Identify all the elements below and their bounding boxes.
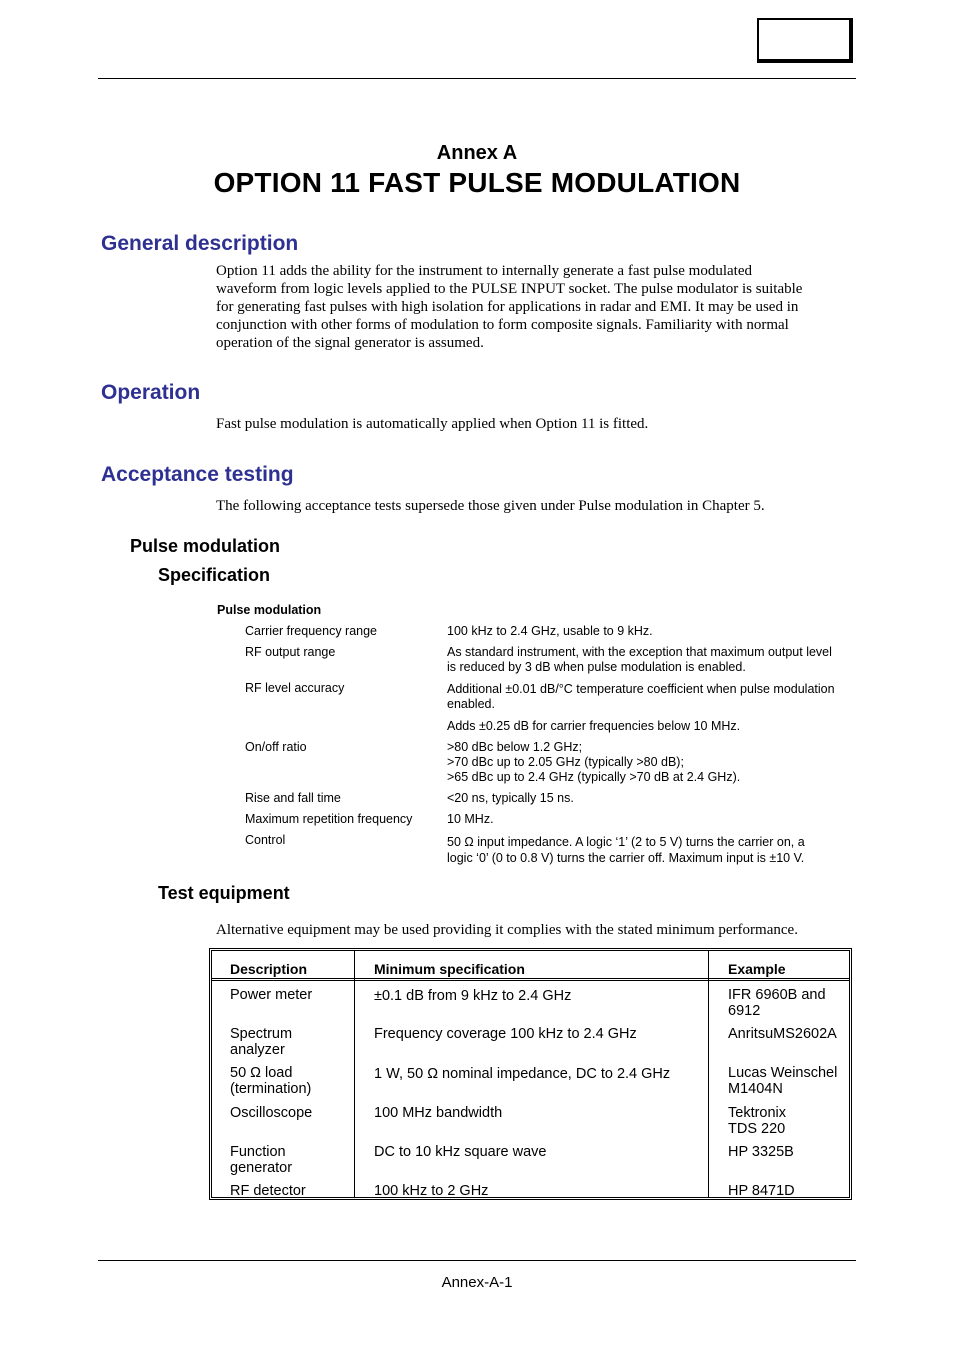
table-cell-description — [230, 1026, 292, 1058]
table-cell-spec: DC to 10 kHz square wave — [374, 1144, 547, 1160]
table-cell-example — [728, 1105, 786, 1137]
table-cell-example — [728, 987, 826, 1019]
cell-line: Power meter — [230, 987, 313, 1003]
spec-label: Maximum repetition frequency — [245, 812, 413, 826]
header-corner-box — [757, 18, 853, 63]
cell-line: RF detector — [230, 1183, 306, 1199]
text-line: waveform from logic levels applied to the PULSE INPUT socket. The pulse modulator is suitable — [216, 281, 803, 297]
cell-line: 6912 — [728, 1003, 761, 1019]
spec-value — [447, 719, 855, 734]
cell-line: AnritsuMS2602A — [728, 1026, 837, 1042]
spec-value-line: Additional ±0.01 dB/°C temperature coefficient when pulse modulation — [447, 682, 835, 696]
table-cell-example — [728, 1144, 794, 1160]
table-cell-description — [230, 1183, 306, 1199]
spec-label: Rise and fall time — [245, 791, 341, 805]
footer-rule — [98, 1260, 856, 1261]
spec-value-line: 100 kHz to 2.4 GHz, usable to 9 kHz. — [447, 624, 653, 638]
spec-value — [447, 624, 855, 639]
page-number: Annex-A-1 — [441, 1274, 513, 1291]
spec-value — [447, 682, 855, 712]
pulse-modulation-heading: Pulse modulation — [130, 536, 281, 556]
table-cell-spec: 100 MHz bandwidth — [374, 1105, 503, 1121]
spec-value — [447, 740, 855, 785]
cell-line: IFR 6960B and — [728, 987, 826, 1003]
spec-value — [447, 791, 855, 806]
spec-label: RF level accuracy — [245, 681, 345, 695]
column-divider — [708, 951, 709, 1197]
cell-line: Function — [230, 1144, 286, 1160]
test-equipment-heading: Test equipment — [158, 883, 290, 903]
spec-value — [447, 834, 855, 866]
spec-value-line: <20 ns, typically 15 ns. — [447, 791, 574, 805]
table-cell-spec: 100 kHz to 2 GHz — [374, 1183, 489, 1199]
cell-line: HP 3325B — [728, 1144, 794, 1160]
table-cell-example — [728, 1065, 837, 1097]
cell-line: Tektronix — [728, 1105, 787, 1121]
spec-value-line: 50 Ω input impedance. A logic ‘1’ (2 to 5 V) turns the carrier on, a — [447, 835, 805, 849]
acceptance-testing-text: The following acceptance tests supersede those given under Pulse modulation in Chapter 5. — [216, 498, 765, 514]
cell-line: Oscilloscope — [230, 1105, 313, 1121]
operation-text: Fast pulse modulation is automatically applied when Option 11 is fitted. — [216, 416, 649, 432]
spec-value-line: enabled. — [447, 697, 495, 711]
spec-label: RF output range — [245, 645, 336, 659]
annex-label: Annex A — [436, 142, 518, 164]
spec-block-title: Pulse modulation — [217, 603, 322, 617]
spec-value-line: 10 MHz. — [447, 812, 494, 826]
text-line: Option 11 adds the ability for the instrument to internally generate a fast pulse modulated — [216, 263, 752, 279]
operation-heading: Operation — [101, 381, 201, 404]
spec-value-line: is reduced by 3 dB when pulse modulation is enabled. — [447, 660, 746, 674]
spec-value-line: >80 dBc below 1.2 GHz; — [447, 740, 583, 754]
table-cell-example — [728, 1183, 795, 1199]
column-header-description: Description — [230, 961, 308, 977]
spec-value-line: Adds ±0.25 dB for carrier frequencies below 10 MHz. — [447, 719, 741, 733]
general-description-text — [216, 262, 856, 352]
spec-value-line: logic ‘0’ (0 to 0.8 V) turns the carrier off. Maximum input is ±10 V. — [447, 851, 805, 865]
table-cell-example — [728, 1026, 837, 1042]
header-rule — [98, 78, 856, 79]
table-cell-spec: 1 W, 50 Ω nominal impedance, DC to 2.4 GHz — [374, 1066, 671, 1082]
text-line: operation of the signal generator is assumed. — [216, 335, 484, 351]
general-description-heading: General description — [101, 232, 299, 255]
acceptance-testing-heading: Acceptance testing — [101, 463, 294, 486]
page-title: OPTION 11 FAST PULSE MODULATION — [213, 167, 741, 198]
table-cell-description — [230, 1105, 312, 1121]
spec-value-line: As standard instrument, with the exception that maximum output level — [447, 645, 832, 659]
table-cell-spec: ±0.1 dB from 9 kHz to 2.4 GHz — [374, 988, 572, 1004]
test-equipment-intro: Alternative equipment may be used providing it complies with the stated minimum performance. — [216, 922, 798, 938]
cell-line: TDS 220 — [728, 1121, 786, 1137]
specification-heading: Specification — [158, 565, 271, 585]
spec-value — [447, 645, 855, 675]
cell-line: M1404N — [728, 1081, 783, 1097]
table-cell-description — [230, 1065, 311, 1097]
cell-line: Lucas Weinschel — [728, 1065, 838, 1081]
column-divider — [354, 951, 355, 1197]
spec-label: Carrier frequency range — [245, 624, 378, 638]
spec-label: On/off ratio — [245, 740, 307, 754]
cell-line: generator — [230, 1160, 293, 1176]
table-cell-description — [230, 987, 312, 1003]
table-header-rule — [212, 978, 849, 981]
text-line: for generating fast pulses with high isolation for applications in radar and EMI. It may be used in — [216, 299, 799, 315]
spec-value — [447, 812, 855, 827]
cell-line: analyzer — [230, 1042, 285, 1058]
cell-line: (termination) — [230, 1081, 312, 1097]
table-cell-description — [230, 1144, 292, 1176]
test-equipment-table — [209, 948, 852, 1200]
cell-line: 50 Ω load — [230, 1065, 293, 1081]
cell-line: HP 8471D — [728, 1183, 795, 1199]
spec-value-line: >70 dBc up to 2.05 GHz (typically >80 dB); — [447, 755, 684, 769]
spec-label: Control — [245, 833, 286, 847]
text-line: conjunction with other forms of modulation to form composite signals. Familiarity with normal — [216, 317, 789, 333]
spec-value-line: >65 dBc up to 2.4 GHz (typically >70 dB at 2.4 GHz). — [447, 770, 741, 784]
column-header-example: Example — [728, 961, 786, 977]
cell-line: Spectrum — [230, 1026, 293, 1042]
column-header-spec: Minimum specification — [374, 961, 525, 977]
table-cell-spec: Frequency coverage 100 kHz to 2.4 GHz — [374, 1026, 637, 1042]
